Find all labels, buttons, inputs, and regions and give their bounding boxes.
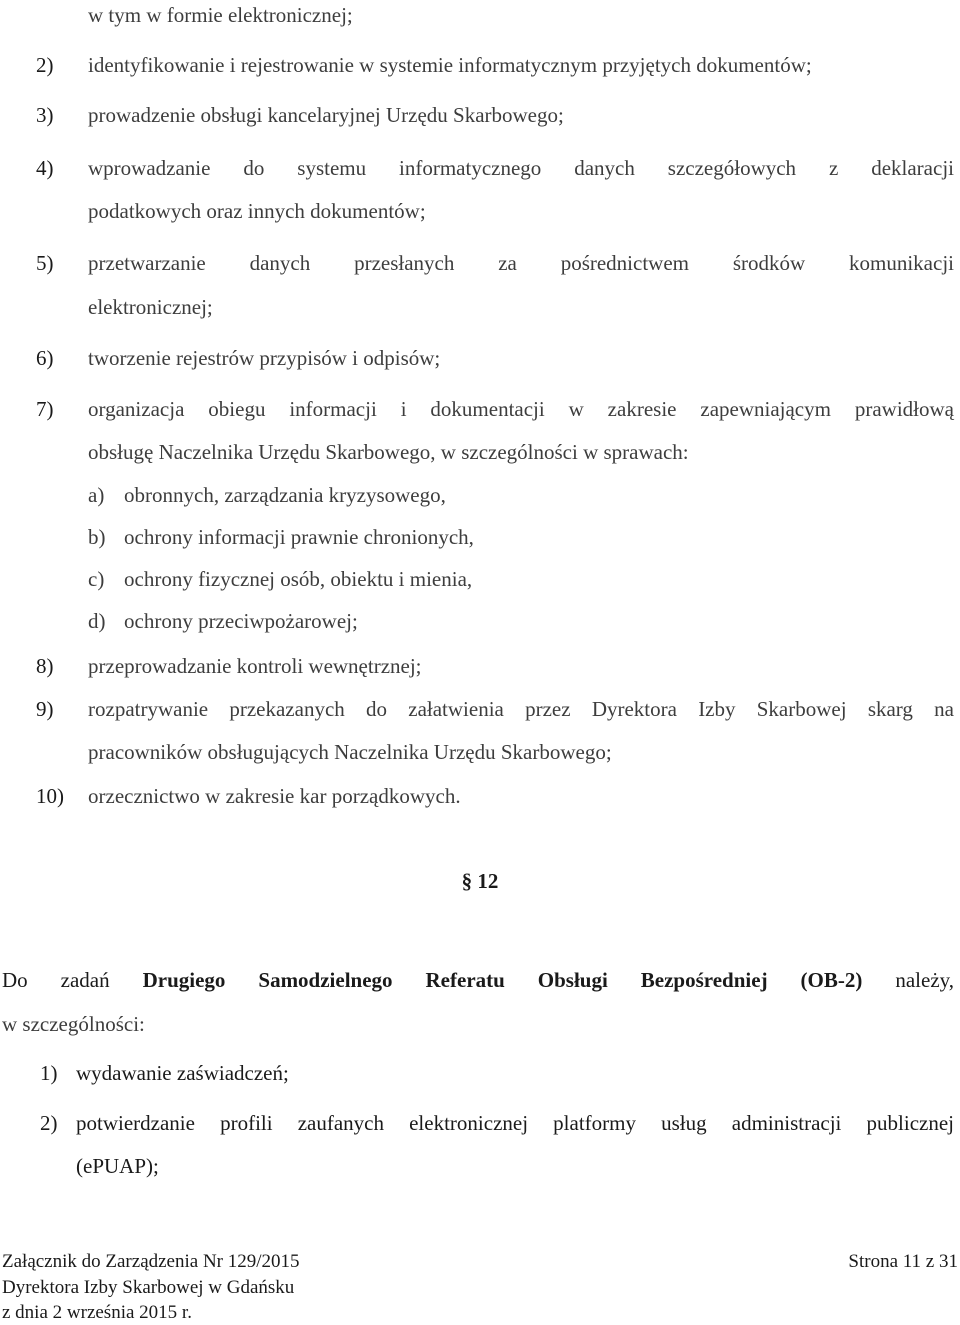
subitem-letter: a) (88, 483, 105, 507)
intro-pre: Do zadań (2, 968, 110, 992)
continuation-text: w tym w formie elektronicznej; (88, 3, 353, 27)
section-heading (0, 868, 960, 894)
list-item-text: rozpatrywanie przekazanych do załatwienia przez Dyrektora Izby Skarbowej skarg na (88, 697, 954, 721)
section-number: 12 (477, 869, 499, 893)
subitem-text: ochrony fizycznej osób, obiektu i mienia, (124, 567, 473, 591)
item-number: 10) (36, 784, 64, 808)
page-number: Strona 11 z 31 (848, 1251, 958, 1272)
list-item-text: tworzenie rejestrów przypisów i odpisów; (88, 346, 441, 370)
subitem-text: ochrony przeciwpożarowej; (124, 609, 358, 633)
list-item-text: organizacja obiegu informacji i dokumentacji w zakresie zapewniającym prawidłową (88, 397, 954, 421)
subitem-text: obronnych, zarządzania kryzysowego, (124, 483, 446, 507)
intro-paragraph (2, 967, 954, 993)
list-item-text-cont: obsługę Naczelnika Urzędu Skarbowego, w szczególności w sprawach: (88, 440, 689, 464)
list-item-text-cont: elektronicznej; (88, 295, 213, 319)
list-item-text: przetwarzanie danych przesłanych za pośrednictwem środków komunikacji (88, 251, 954, 275)
item-number: 1) (40, 1061, 58, 1085)
list-item-text: wprowadzanie do systemu informatycznego danych szczegółowych z deklaracji (88, 156, 954, 180)
item-number: 9) (36, 697, 54, 721)
subitem-letter: d) (88, 609, 106, 633)
list-item-text: orzecznictwo w zakresie kar porządkowych. (88, 784, 461, 808)
list-item-text-cont: (ePUAP); (76, 1154, 159, 1178)
intro-paragraph-cont: w szczególności: (2, 1012, 145, 1036)
item-number: 4) (36, 156, 54, 180)
intro-unit-name: Drugiego Samodzielnego Referatu Obsługi Bezpośredniej (OB-2) (142, 968, 863, 992)
list-item-text: wydawanie zaświadczeń; (76, 1061, 289, 1085)
list-item-text: identyfikowanie i rejestrowanie w systemie informatycznym przyjętych dokumentów; (88, 53, 812, 77)
item-number: 7) (36, 397, 54, 421)
item-number: 6) (36, 346, 54, 370)
list-item-text-cont: podatkowych oraz innych dokumentów; (88, 199, 426, 223)
item-number: 8) (36, 654, 54, 678)
item-number: 2) (36, 53, 54, 77)
footer-issuer: Dyrektora Izby Skarbowej w Gdańsku (2, 1277, 295, 1298)
list-item-text: prowadzenie obsługi kancelaryjnej Urzędu Skarbowego; (88, 103, 564, 127)
list-item-text: potwierdzanie profili zaufanych elektronicznej platformy usług administracji publicznej (76, 1111, 954, 1135)
subitem-text: ochrony informacji prawnie chronionych, (124, 525, 474, 549)
item-number: 2) (40, 1111, 58, 1135)
item-number: 5) (36, 251, 54, 275)
list-item-text-cont: pracowników obsługujących Naczelnika Urzędu Skarbowego; (88, 740, 612, 764)
list-item-text: przeprowadzanie kontroli wewnętrznej; (88, 654, 422, 678)
footer-date: z dnia 2 września 2015 r. (2, 1302, 192, 1323)
intro-post: należy, (895, 968, 955, 992)
item-number: 3) (36, 103, 54, 127)
subitem-letter: c) (88, 567, 105, 591)
section-symbol: § (461, 869, 473, 893)
footer-attachment: Załącznik do Zarządzenia Nr 129/2015 (2, 1251, 300, 1272)
subitem-letter: b) (88, 525, 106, 549)
